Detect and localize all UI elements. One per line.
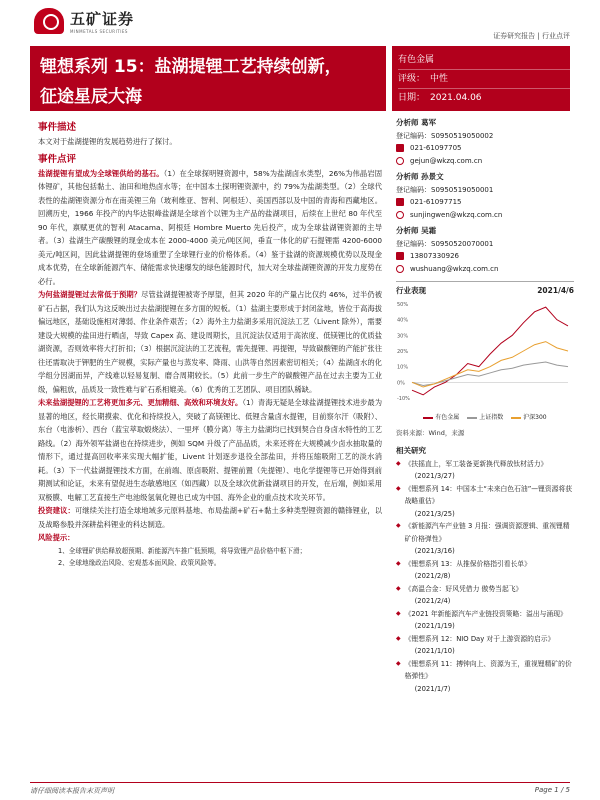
title-banner: [30, 46, 386, 111]
page-footer: [30, 782, 570, 796]
bullet-icon: ◆: [396, 584, 401, 592]
comment-heading: 事件点评: [38, 153, 77, 165]
legend-label: 沪深300: [523, 414, 547, 421]
rating-value: 中性: [430, 74, 449, 84]
related-date: (2021/3/16): [414, 547, 455, 555]
risk-heading: [38, 531, 382, 545]
related-date: (2021/3/27): [414, 472, 455, 480]
date-label: 日期：: [398, 93, 426, 103]
rating-label: 评级：: [398, 74, 426, 84]
related-item[interactable]: [396, 583, 574, 608]
report-type: 证券研究报告 | 行业点评: [493, 32, 570, 40]
bullet-icon: ◆: [396, 659, 401, 667]
bullet-icon: ◆: [396, 459, 401, 467]
analyst-phone: 13807330926: [410, 252, 459, 260]
related-list: [396, 458, 574, 696]
y-tick-label: 10%: [397, 364, 409, 371]
analyst-name: 分析师 孙景文: [396, 172, 444, 181]
event-heading: 事件描述: [38, 122, 77, 133]
bullet-icon: ◆: [396, 559, 401, 567]
logo-text: 五矿证券: [70, 10, 135, 28]
logo-icon: [34, 8, 64, 34]
bullet-icon: ◆: [396, 634, 401, 642]
related-item[interactable]: [396, 483, 574, 521]
p2-body: 尽管盐湖提锂被寄予厚望，但其 2020 年的产量占比仅约 46%，过半仍被矿石占据，我们认为这反映出过去盐湖提锂在多方面的短板。（1）盐湖主要形成于封闭盆地，皆位于高海拔偏远地区，基础设施相对薄弱、作业条件艰苦；（2）海外主力盐湖多采用沉淀法工艺（Livent 除外），需要建设大规模的盐田进行晒卤，导致 Capex 高、建设周期长，且沉淀法仅适用于高浓度、低镁锂比的优质盐湖资源，否则效率将大打折扣；（3）根据沉淀法的工艺流程，需先提锂、再提锂，导致碳酸锂的产能扩张往往还需取决于钾肥的生产规模，实际产量也与蒸发率、降雨、山洪等自然因素密切相关；（4）盐湖卤水的化学组分因湖而异，产线难以轻易复制、磨合周期较长。（5）此前一步生产的碳酸锂产品在过去主要为工业级，偏粗放，品质及一致性难与矿石系相媲美。（6）优秀的工艺团队、项目团队稀缺。: [38, 290, 382, 394]
y-tick-label: 50%: [397, 301, 409, 308]
series-line-1: [412, 307, 568, 395]
related-item[interactable]: [396, 608, 574, 633]
legend-series-3: [511, 412, 546, 425]
bullet-icon: ◆: [396, 609, 401, 617]
main-content: [38, 117, 382, 569]
bullet-icon: ◆: [396, 522, 401, 529]
rating-panel: [392, 46, 570, 111]
related-text: 《锂想系列 14：中国本土“未来白色石油”—锂资源将获战略重估》: [404, 484, 573, 505]
related-date: (2021/1/7): [414, 684, 451, 693]
analyst-name: 分析师 吴霜: [396, 226, 437, 235]
related-item[interactable]: [396, 633, 574, 658]
analyst-phone: 021-61097715: [410, 198, 462, 206]
related-text: 《高温合金：好风凭借力 傲势当起飞》: [404, 584, 523, 593]
risk-label: 风险提示：: [38, 533, 75, 542]
footer-disclaimer: 请仔细阅读本报告末页声明: [30, 787, 114, 795]
sidebar: [396, 117, 574, 695]
chart-svg: [396, 298, 572, 408]
invest-label: 投资建议：: [38, 506, 75, 515]
p3-lead: 未来盐湖提锂的工艺将更加多元、更加精细、高效和环境友好。: [38, 398, 243, 407]
company-logo: [34, 8, 134, 34]
series-line-3: [412, 341, 568, 386]
related-text: 《2021 年新能源汽车产业链投资策略：溢出与涌现》: [404, 609, 567, 618]
analyst-3: [396, 225, 574, 275]
related-text: 《锂想系列 11：搏钟向上、资源为王，重视锂精矿的价格弹性》: [404, 659, 572, 680]
paragraph-3: [38, 396, 382, 504]
analyst-reg: 登记编码：S0950519050001: [396, 185, 494, 194]
paragraph-1: [38, 167, 382, 289]
analyst-1: [396, 117, 574, 167]
related-heading: 相关研究: [396, 446, 426, 455]
analyst-email[interactable]: gejun@wkzq.com.cn: [410, 156, 483, 165]
legend-series-2: [467, 412, 503, 425]
chart-source: 资料来源：Wind，来源: [396, 428, 465, 437]
email-icon: [396, 211, 404, 219]
p1-lead: 盐湖提锂有望成为全球锂供给的基石。: [38, 168, 164, 178]
y-tick-label: 0%: [397, 379, 405, 386]
title-line-2: 征途星辰大海: [40, 87, 142, 107]
related-date: (2021/1/10): [414, 647, 455, 655]
related-item[interactable]: [396, 658, 574, 696]
email-icon: [396, 157, 404, 165]
paragraph-2: [38, 288, 382, 396]
analyst-reg: 登记编码：S0950520070001: [396, 239, 494, 248]
series-line-2: [412, 361, 568, 385]
y-tick-label: -10%: [397, 395, 410, 402]
y-tick-label: 30%: [397, 332, 409, 339]
page-number: Page 1 / 5: [534, 786, 570, 794]
related-date: (2021/1/19): [414, 622, 455, 630]
y-tick-label: 20%: [397, 348, 409, 355]
related-text: 《锂想系列 13：从推保价格指引看长单》: [404, 559, 531, 568]
bullet-icon: ◆: [396, 484, 401, 492]
legend-series-1: [423, 412, 459, 425]
risk-item-1: 1、全球锂矿供给释放超预期、新能源汽车推广低预期，将导致锂产品价格中枢下滑；: [58, 546, 307, 555]
related-item[interactable]: [396, 520, 574, 558]
performance-chart: [396, 281, 574, 439]
date-value: 2021.04.06: [430, 93, 482, 103]
industry-label: 有色金属: [398, 51, 570, 70]
analyst-phone: 021-61097705: [410, 144, 462, 152]
related-text: 《扶摇直上，军工装备更新换代释放钛材活力》: [404, 459, 548, 468]
related-item[interactable]: [396, 558, 574, 583]
analyst-email[interactable]: wushuang@wkzq.com.cn: [410, 264, 499, 273]
invest-advice: [38, 504, 382, 531]
analyst-email[interactable]: sunjingwen@wkzq.com.cn: [410, 210, 503, 219]
event-text: 本文对于盐湖提锂的发展趋势进行了探讨。: [38, 137, 177, 146]
related-item[interactable]: [396, 458, 574, 483]
logo-en-text: MINMETALS SECURITIES: [70, 29, 128, 34]
title-line-1: 锂想系列 15：盐湖提锂工艺持续创新，: [40, 57, 342, 77]
related-text: 《新能源汽车产业链 3 月报：强调资源逻辑、重视锂精矿价格弹性》: [404, 522, 570, 543]
analyst-2: [396, 171, 574, 221]
risk-item-2: 2、全球地缘政治风险、宏观基本面风险、政策风险等。: [58, 558, 221, 567]
invest-body: 可继续关注打造全球地域多元原料基地、布局盐湖+矿石+黏土多种类型锂资源的赣锋锂业，以及战略参股并深耕盐科锂业的科达制造。: [38, 506, 382, 529]
legend-label: 上证指数: [479, 414, 504, 421]
phone-icon: [396, 198, 404, 206]
p2-lead: 为何盐湖提锂过去常低于预期？: [38, 290, 142, 299]
related-date: (2021/2/4): [414, 597, 451, 605]
analyst-name: 分析师 葛军: [396, 118, 437, 127]
y-tick-label: 40%: [397, 317, 409, 324]
email-icon: [396, 265, 404, 273]
related-date: (2021/2/8): [414, 572, 451, 580]
phone-icon: [396, 144, 404, 152]
analyst-reg: 登记编码：S0950519050002: [396, 131, 494, 140]
p1-body: （1）在全球探明锂资源中，58%为盐湖卤水类型，26%为伟晶岩固体锂矿，其他包括黏土、油田和地热卤水等；在中国本土探明锂资源中，约 79%为盐湖类型。（2）全球代表性的盐湖锂资源分布在南美锂三角（玻利维亚、智利、阿根廷）、美国西部以及中国的青海和西藏地区。回溯历史，1966 年投产的内华达银峰盐湖是全球首个以锂为主产品的盐湖项目，后续在上世纪 80 年代至 90 年代，禀赋更优的智利 Atacama、阿根廷 Hombre Muerto 先后投产，成为全球盐湖锂资源的主导者。（3）盐湖生产碳酸锂的现金成本在 2000-4000 美元/吨区间，垂直一体化的矿石提锂需 4200-6000 美元/吨区间，因此盐湖提锂的登场重塑了全球锂行业的价格体系。（4）鉴于盐湖的资源规模优势以及现金成本优势，在全球新能源汽车、储能需求快速爆发的绿色能源时代，加大对全球盐湖锂资源的开发力度势在必行。: [38, 168, 383, 286]
phone-icon: [396, 252, 404, 260]
chart-date: 2021/4/6: [537, 286, 574, 295]
p3-body: （1）青海无疑是全球盐湖提锂技术进步最为显著的地区，经长期摸索、优化和持续投入，突破了高镁锂比、低锂含量卤水提锂，目前察尔汗（吸附）、东台（电渗析）、西台（蓝宝萃取煅烧法）、一里坪（膜分离）等主力盐湖均已找到契合自身卤水特性的工艺路线。（2）海外领军盐湖也在持续进步，例如 SQM 升级了产品品质，未来还将在大规模减少卤水抽取量的情形下，通过提高回收率来实现大幅扩能，Livent 计划逐步退役全部盐田，并将压缩吸附工艺的淡水消耗。（3）下一代盐湖提锂技术方面，在前端、原卤吸附、提锂前置（先提锂）、电化学提锂等已开始得到前期测试和论证，未来有望促进生态敏感地区（如西藏）以及全球次优新盐湖项目的开发，在后端，例如采用双极膜、电解工艺直接生产电池级氢氧化锂也已成为中国、海外企业的重点技术攻关环节。: [38, 398, 382, 502]
related-date: (2021/3/25): [414, 509, 455, 518]
chart-title: 行业表现: [396, 286, 426, 295]
related-text: 《锂想系列 12：NIO Day 对于上游资源的启示》: [404, 634, 555, 643]
legend-label: 有色金属: [435, 414, 460, 421]
